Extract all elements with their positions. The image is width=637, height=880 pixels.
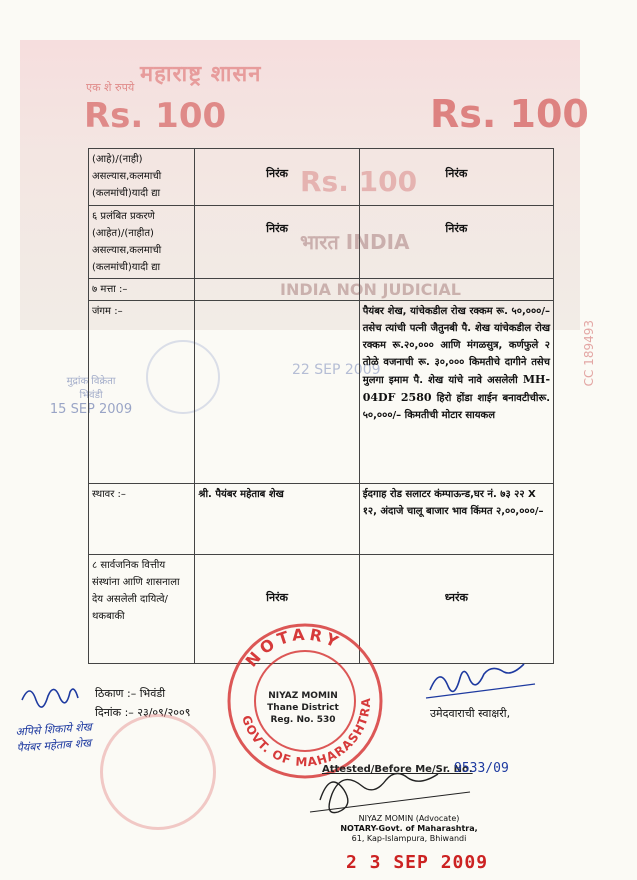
notary-reg: Reg. No. 530 <box>270 715 336 725</box>
stamp-value-right: Rs. 100 <box>430 92 589 136</box>
notary-name: NIYAZ MOMIN <box>268 691 338 701</box>
notary-block-line1: NIYAZ MOMIN (Advocate) <box>358 814 460 823</box>
stamp-sub-label: एक शे रुपये <box>86 81 135 94</box>
stamp-heading: महाराष्ट्र शासन <box>140 62 262 87</box>
handwritten-name-line1: अपिसे शिकाये शेख <box>15 720 93 739</box>
notary-seal-center <box>258 690 348 726</box>
stamp-serial-number: CC 189493 <box>582 320 596 387</box>
row-col3: निरंक <box>359 149 553 206</box>
movable-assets-text: पैयंबर शेख, यांचेकडील रोख रक्कम रू. ५०,०००/– तसेच त्यांची पत्नी जैतुनबी पै. शेख यांचेकडील रोख रक्कम रू.२०,००० आणि मंगळसुत्र, कर्णफुले २ तोळे वजनाची रू. ३०,००० किमतीचे दागीने तसेच मुलगा इमाम पै. शेख यांचे नावे असलेली <box>362 306 550 386</box>
vendor-stamp-line1: मुद्रांक विक्रेता <box>66 376 116 387</box>
handwritten-name-line2: पैयंबर महेताब शेख <box>16 736 92 755</box>
vendor-stamp-date: 15 SEP 2009 <box>49 402 133 417</box>
vendor-stamp-line2: भिवंडी <box>79 390 103 401</box>
vehicle-number: MH-04DF 2580 <box>362 373 551 404</box>
movable-assets-text-2: हिरो होंडा शाईन बनावटीचीरू. ५०,०००/– किमतीची मोटार सायकल <box>362 393 551 421</box>
seal-top-text: NOTARY <box>241 624 345 671</box>
seal-bottom-text: GOVT. OF MAHARASHTRA <box>238 696 374 770</box>
row-label: (आहे)/(नाही) असल्यास,कलमाची (कलमांची)यादी द्या <box>89 149 195 206</box>
candidate-signature-underline <box>426 684 535 698</box>
notary-address-block <box>334 814 484 844</box>
row-col3: निरंक <box>359 206 553 279</box>
row-col3: ध्नरंक <box>359 555 553 664</box>
stamp-india-text: भारत INDIA <box>300 230 410 254</box>
notary-district: Thane District <box>267 703 339 713</box>
row-col2: निरंक <box>195 149 359 206</box>
attested-label: Attested/Before Me/Sr. No. <box>322 764 473 775</box>
attested-number: 9533/09 <box>454 761 509 776</box>
stamp-value-left: Rs. 100 <box>84 96 227 136</box>
stamp-non-judicial-text: INDIA NON JUDICIAL <box>280 280 461 299</box>
date-line: दिनांक :– २३/०९/२००९ <box>95 706 191 719</box>
row-label: ६ प्रलंबित प्रकरणे (आहेत)/(नाहीत) असल्यास,कलमाची (कलमांची)यादी द्या <box>89 206 195 279</box>
row-label: जंगम :– <box>89 301 195 484</box>
notary-block-line3: 61, Kap-Islampura, Bhiwandi <box>351 834 467 843</box>
row-col2: निरंक <box>195 206 359 279</box>
row-label: ८ सार्वजनिक वित्तीय संस्थांना आणि शासनाला देय असलेली दायित्वे/थकबाकी <box>89 555 195 664</box>
row-col3: ईदगाह रोड सलाटर कंम्पाऊन्ड,घर नं. ७३ २२ X १२, अंदाजे चालू बाजार भाव किंमत २,००,०००/– <box>359 484 553 555</box>
left-signature <box>22 689 78 707</box>
notary-date-stamp: 2 3 SEP 2009 <box>346 852 489 873</box>
faint-date-stamp: 22 SEP 2009 <box>292 362 381 378</box>
row-col2: निरंक <box>195 555 359 664</box>
notary-signature-tail <box>310 792 470 812</box>
row-label: स्थावर :– <box>89 484 195 555</box>
place-line: ठिकाण :– भिवंडी <box>95 687 166 700</box>
candidate-signature-label: उमेदवाराची स्वाक्षरी, <box>430 707 511 720</box>
stamp-value-center: Rs. 100 <box>300 165 418 198</box>
row-label: ७ मत्ता :– <box>89 279 195 301</box>
notary-block-line2: NOTARY-Govt. of Maharashtra, <box>340 824 478 833</box>
row-col2: श्री. पैयंबर महेताब शेख <box>195 484 359 555</box>
